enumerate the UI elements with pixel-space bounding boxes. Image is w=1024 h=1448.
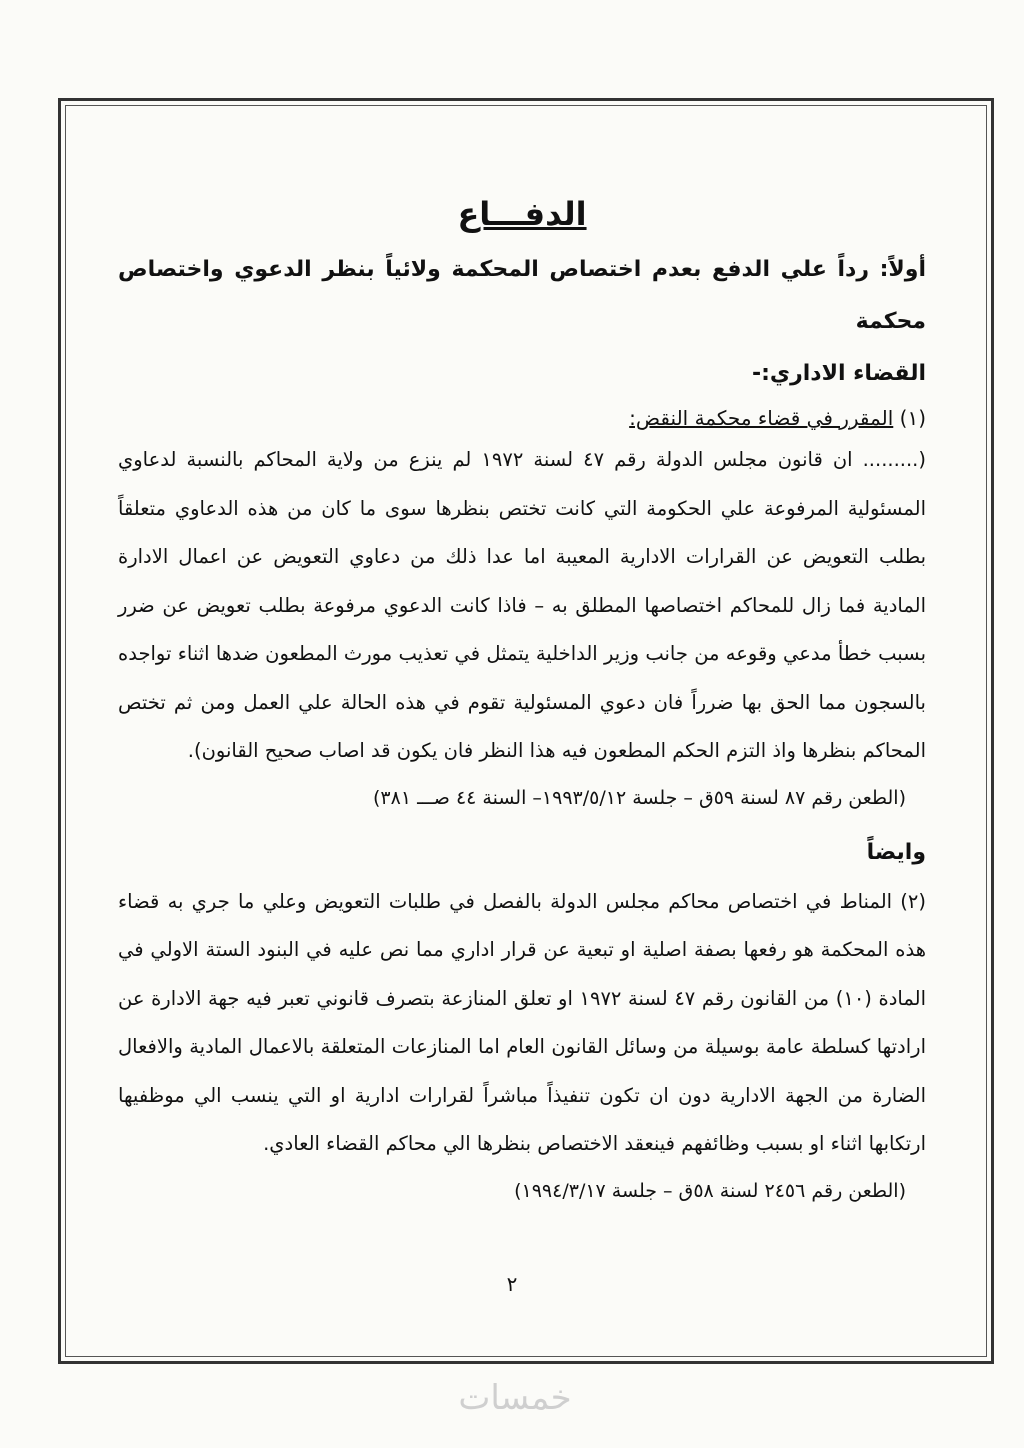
watermark-logo: خمسات — [458, 1378, 572, 1418]
citation-1: (الطعن رقم ٨٧ لسنة ٥٩ق – جلسة ١٩٩٣/٥/١٢– السنة ٤٤ صـــ ٣٨١) — [373, 786, 906, 809]
document-body — [118, 190, 926, 1213]
subsection-1-title — [118, 400, 926, 436]
paragraph-2: (٢) المناط في اختصاص محاكم مجلس الدولة بالفصل في طلبات التعويض وعلي ما جري به قضاء هذه المحكمة هو رفعها بصفة اصلية او تبعية عن قرار اداري مما نص عليه في البنود الستة الاولي في المادة (١٠) من القانون رقم ٤٧ لسنة ١٩٧٢ او تعلق المنازعة بتصرف قانوني تعبر فيه جهة الادارة عن ارادتها كسلطة عامة بوسيلة من وسائل القانون العام اما المنازعات المتعلقة بالاعمال المادية والافعال الضارة من الجهة الادارية دون ان تكون تنفيذاً مباشراً لقرارات ادارية او التي ينسب الي موظفيها ارتكابها اثناء او بسبب وظائفهم فينعقد الاختصاص بنظرها الي محاكم القضاء العادي. — [118, 889, 926, 1155]
section-heading-line1: أولاً: رداً علي الدفع بعدم اختصاص المحكمة ولائياً بنظر الدعوي واختصاص محكمة — [118, 257, 926, 334]
document-title: الدفـــاع — [457, 195, 587, 233]
page-number: ٢ — [506, 1272, 518, 1296]
also-label: وايضاً — [866, 839, 926, 865]
subsection-1-number: (١) — [899, 406, 926, 430]
section-heading-line2: القضاء الاداري:- — [752, 361, 926, 386]
subsection-1-label: المقرر في قضاء محكمة النقض: — [629, 406, 894, 430]
citation-2: (الطعن رقم ٢٤٥٦ لسنة ٥٨ق – جلسة ١٩٩٤/٣/١٧) — [514, 1179, 906, 1202]
paragraph-1: (......... ان قانون مجلس الدولة رقم ٤٧ لسنة ١٩٧٢ لم ينزع من ولاية المحاكم بالنسبة لدعاوي المسئولية المرفوعة علي الحكومة التي كانت تختص بنظرها سوى ما كان من هذه الدعاوي متعلقاً بطلب التعويض عن القرارات الادارية المعيبة اما عدا ذلك من دعاوي التعويض عن اعمال الادارة المادية فما زال للمحاكم اختصاصها المطلق به – فاذا كانت الدعوي مرفوعة بطلب تعويض عن ضرر بسبب خطأ مدعي وقوعه من جانب وزير الداخلية يتمثل في تعذيب مورث المطعون ضدها اثناء تواجده بالسجون مما الحق بها ضرراً فان دعوي المسئولية تقوم في هذه الحالة علي العمل ومن ثم تختص المحاكم بنظرها واذ التزم الحكم المطعون فيه هذا النظر فان يكون قد اصاب صحيح القانون). — [118, 448, 926, 762]
